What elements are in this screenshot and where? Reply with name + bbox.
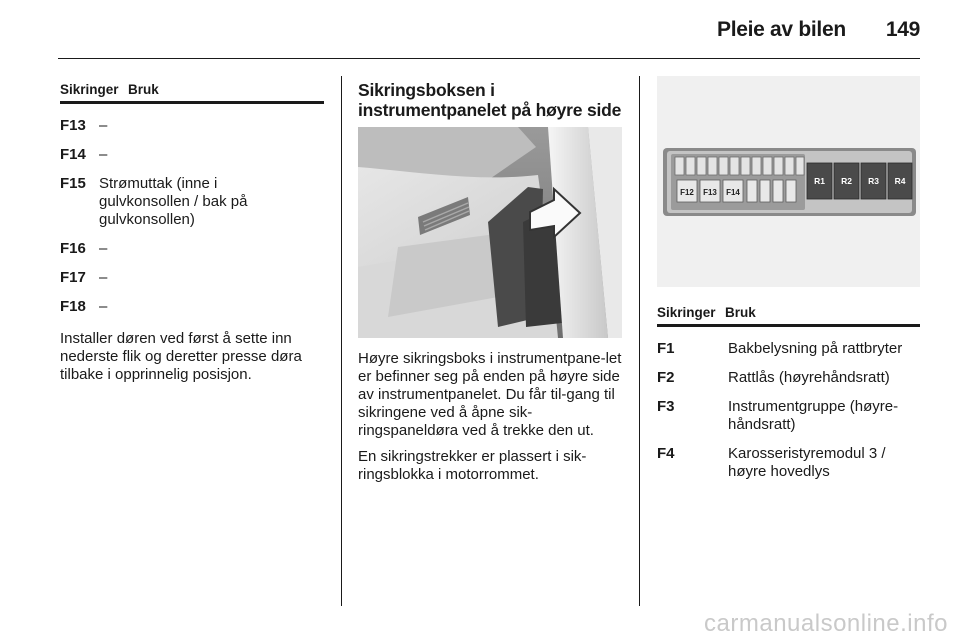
table-row <box>60 298 324 316</box>
fuse-usage: – <box>99 146 108 163</box>
middle-paragraph-1: Høyre sikringsboks i instrumentpane-let er befinner seg på enden på høyre side av instrumentpanelet. Du får til-gang til sikringene ved å åpne sik-ringspaneldøra ved å trekke den ut. <box>358 350 622 439</box>
fuse-usage: – <box>99 298 108 315</box>
right-column <box>657 305 920 481</box>
relay-label: R2 <box>841 176 852 186</box>
heading-line-2: instrumentpanelet på høyre side <box>358 100 622 120</box>
table-row <box>60 175 324 229</box>
page-header <box>58 0 920 59</box>
heading-line-1: Sikringsboksen i <box>358 80 495 100</box>
table-row <box>60 269 324 287</box>
fuse-key: F15 <box>60 175 86 192</box>
section-heading <box>358 80 624 120</box>
fuse-label: F12 <box>680 188 694 197</box>
middle-paragraph-2: En sikringstrekker er plassert i sik-ringsblokka i motorrommet. <box>358 448 587 483</box>
table-row <box>657 369 920 387</box>
col-header-fuses: Sikringer <box>657 305 716 320</box>
fuse-usage: Instrumentgruppe (høyre-håndsratt) <box>728 398 899 433</box>
fuse-box-diagram <box>657 76 920 287</box>
middle-column <box>358 80 624 120</box>
col-header-fuses: Sikringer <box>60 82 119 97</box>
table-row <box>60 240 324 258</box>
section-title: Pleie av bilen <box>716 18 846 41</box>
middle-text <box>358 350 624 484</box>
table-row <box>657 398 920 434</box>
fuse-key: F16 <box>60 240 86 257</box>
fuse-usage: – <box>99 117 108 134</box>
fuse-usage: – <box>99 269 108 286</box>
fuse-key: F2 <box>657 369 675 386</box>
fuse-usage: Strømuttak (inne i gulvkonsollen / bak på gulvkonsollen) <box>99 175 248 228</box>
relay-label: R4 <box>894 176 906 186</box>
watermark: carmanualsonline.info <box>704 610 948 637</box>
fuse-key: F14 <box>60 146 86 163</box>
relay-label: R1 <box>814 176 825 186</box>
fuse-table-header <box>657 305 920 327</box>
fuse-key: F13 <box>60 117 86 134</box>
fuse-key: F18 <box>60 298 86 315</box>
fuse-usage: – <box>99 240 108 257</box>
fuse-usage: Bakbelysning på rattbryter <box>728 340 903 357</box>
fuse-key: F1 <box>657 340 675 357</box>
table-row <box>657 445 920 481</box>
dashboard-photo <box>358 127 622 338</box>
fuse-usage: Rattlås (høyrehåndsratt) <box>728 369 890 386</box>
fuse-box-illustration <box>657 76 920 287</box>
relay-label: R3 <box>868 176 879 186</box>
column-divider-2 <box>639 76 640 606</box>
column-divider-1 <box>341 76 342 606</box>
page-number: 149 <box>885 18 920 41</box>
fuse-key: F3 <box>657 398 675 415</box>
table-row <box>60 117 324 135</box>
fuse-usage: Karosseristyremodul 3 / høyre hovedlys <box>728 445 886 480</box>
fuse-key: F17 <box>60 269 86 286</box>
table-row <box>60 146 324 164</box>
col-header-usage: Bruk <box>128 82 159 97</box>
table-row <box>657 340 920 358</box>
header-title-block <box>717 18 920 42</box>
fuse-table-header <box>60 82 324 104</box>
fuse-key: F4 <box>657 445 675 462</box>
fuse-label: F14 <box>726 188 740 197</box>
left-column <box>60 82 324 384</box>
install-paragraph: Installer døren ved først å sette inn nederste flik og deretter presse døra tilbake i opprinnelig posisjon. <box>60 330 302 383</box>
col-header-usage: Bruk <box>725 305 756 320</box>
fuse-label: F13 <box>703 188 717 197</box>
dashboard-illustration <box>358 127 622 338</box>
